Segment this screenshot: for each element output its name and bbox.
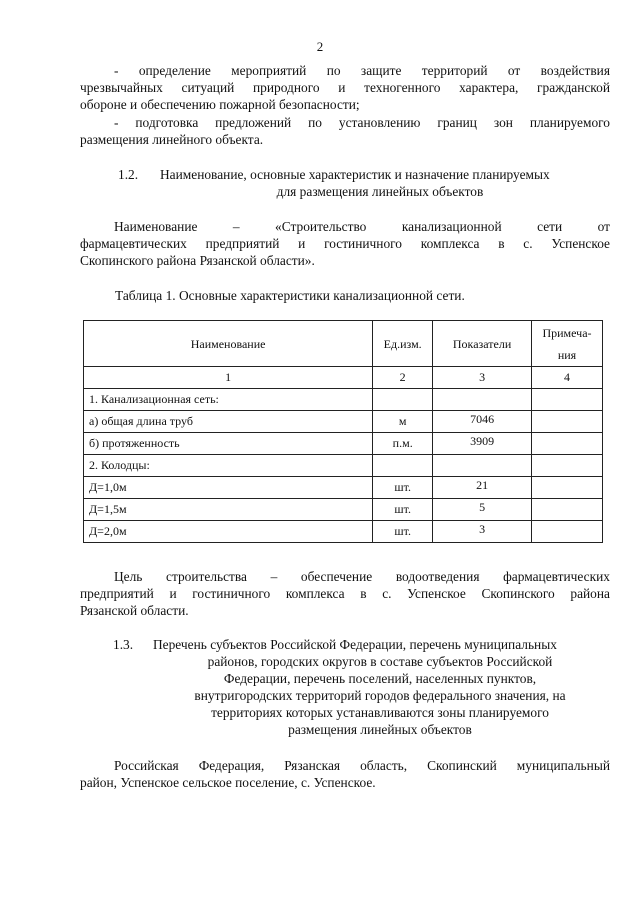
header-value: Показатели <box>433 321 532 367</box>
table-caption: Таблица 1. Основные характеристики канализационной сети. <box>115 288 465 303</box>
bullet-item <box>80 62 610 113</box>
table-cell <box>532 499 603 521</box>
table-header-row <box>84 321 603 367</box>
table-cell <box>373 389 433 411</box>
text-line: Российская Федерация, Рязанская область, Скопинский муниципальный <box>114 758 610 773</box>
table-cell: а) общая длина труб <box>84 411 373 433</box>
table-index-row <box>84 367 603 389</box>
text-line: Цель строительства – обеспечение водоотведения фармацевтических <box>114 569 610 584</box>
section-number: 1.2. <box>118 167 139 182</box>
table-cell <box>532 477 603 499</box>
table-cell <box>433 455 532 477</box>
header-notes-line: Примеча- <box>542 325 592 340</box>
bullet-item <box>80 114 610 148</box>
header-name: Наименование <box>84 321 373 367</box>
table-cell: шт. <box>373 521 433 543</box>
table-cell: Д=2,0м <box>84 521 373 543</box>
text-line: обороне и обеспечению пожарной безопасности; <box>80 97 360 112</box>
text-line: - определение мероприятий по защите территорий от воздействия <box>114 63 610 78</box>
text-line: Рязанской области. <box>80 603 189 618</box>
table-cell <box>532 433 603 455</box>
table-cell: 1 <box>84 367 373 389</box>
table-cell: 3 <box>433 367 532 389</box>
section-title-line: Перечень субъектов Российской Федерации, перечень муниципальных <box>153 637 557 652</box>
table-row <box>84 499 603 521</box>
header-notes <box>532 321 603 367</box>
text-line: Скопинского района Рязанской области». <box>80 253 315 268</box>
header-unit: Ед.изм. <box>373 321 433 367</box>
text-line: предприятий и гостиничного комплекса в с. Успенское Скопинского района <box>80 586 610 601</box>
section-title-line: районов, городских округов в составе субъектов Российской <box>207 654 553 669</box>
header-notes-line: ния <box>557 347 577 362</box>
table-cell: п.м. <box>373 433 433 455</box>
table-cell <box>532 389 603 411</box>
section-title-line: размещения линейных объектов <box>288 722 472 737</box>
location-paragraph <box>80 757 610 791</box>
table-cell <box>433 389 532 411</box>
table-cell: Д=1,0м <box>84 477 373 499</box>
goal-paragraph <box>80 568 610 619</box>
section-title-line: территориях которых устанавливаются зоны планируемого <box>211 705 549 720</box>
section-title-line: Федерации, перечень поселений, населенных пунктов, <box>223 671 537 686</box>
table-cell: м <box>373 411 433 433</box>
table-cell <box>532 411 603 433</box>
table-cell: 5 <box>433 499 532 521</box>
table-row <box>84 389 603 411</box>
section-title-line: Наименование, основные характеристик и назначение планируемых <box>160 167 550 182</box>
text-line: район, Успенское сельское поселение, с. Успенское. <box>80 775 376 790</box>
text-line: Наименование – «Строительство канализационной сети от <box>114 219 610 234</box>
table-row <box>84 433 603 455</box>
text-line: фармацевтических предприятий и гостиничного комплекса в с. Успенское <box>80 236 610 251</box>
table-cell: 21 <box>433 477 532 499</box>
table-cell <box>532 521 603 543</box>
table-cell: 3909 <box>433 433 532 455</box>
table-cell: 3 <box>433 521 532 543</box>
table-cell: шт. <box>373 499 433 521</box>
section-title-line: для размещения линейных объектов <box>276 184 484 199</box>
table-cell <box>373 455 433 477</box>
table-cell: 1. Канализационная сеть: <box>84 389 373 411</box>
table-cell: 7046 <box>433 411 532 433</box>
table-row <box>84 477 603 499</box>
table-cell <box>532 455 603 477</box>
text-line: чрезвычайных ситуаций природного и техногенного характера, гражданской <box>80 80 610 95</box>
table-cell: б) протяженность <box>84 433 373 455</box>
text-line: - подготовка предложений по установлению границ зон планируемого <box>114 115 610 130</box>
section-title-line: внутригородских территорий городов федерального значения, на <box>194 688 566 703</box>
table-cell: 4 <box>532 367 603 389</box>
table-row <box>84 411 603 433</box>
characteristics-table <box>83 320 603 543</box>
section-number: 1.3. <box>113 637 134 652</box>
table-cell: 2 <box>373 367 433 389</box>
table-cell: Д=1,5м <box>84 499 373 521</box>
name-paragraph <box>80 218 610 269</box>
table-row <box>84 521 603 543</box>
text-line: размещения линейного объекта. <box>80 132 264 147</box>
table-cell: 2. Колодцы: <box>84 455 373 477</box>
table-cell: шт. <box>373 477 433 499</box>
page-number: 2 <box>316 39 324 54</box>
table-row <box>84 455 603 477</box>
